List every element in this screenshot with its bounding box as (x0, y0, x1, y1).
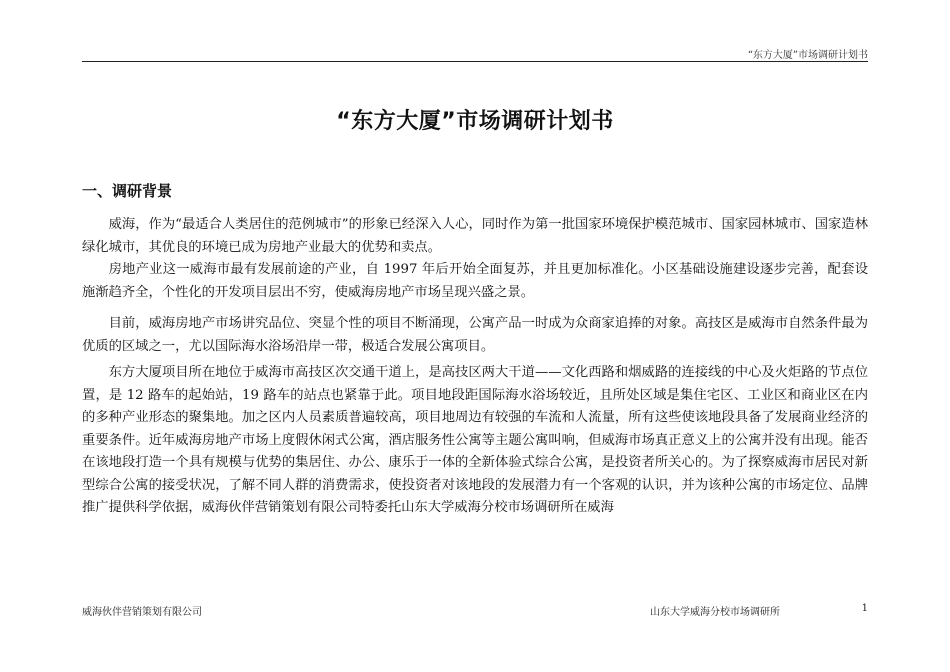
footer-institute: 山东大学威海分校市场调研所 (650, 607, 780, 618)
header-rule (82, 61, 868, 62)
page-number: 1 (861, 603, 868, 614)
document-body (82, 214, 868, 520)
running-header: “东方大厦”市场调研计划书 (747, 50, 868, 61)
footer-company: 威海伙伴营销策划有限公司 (82, 607, 202, 618)
paragraph: 房地产业这一威海市最有发展前途的产业，自 1997 年后开始全面复苏，并且更加标准化。小区基础设施建设逐步完善，配套设施渐趋齐全，个性化的开发项目层出不穷，使威海房地产市场呈现兴盛之景。 (82, 262, 868, 300)
paragraph: 威海，作为“最适合人类居住的范例城市”的形象已经深入人心，同时作为第一批国家环境保护模范城市、国家园林城市、国家造林绿化城市，其优良的环境已成为房地产业最大的优势和卖点。 (82, 217, 868, 255)
document-title: “东方大厦”市场调研计划书 (336, 109, 614, 134)
paragraph: 东方大厦项目所在地位于威海市高技区次交通干道上，是高技区两大干道——文化西路和烟威路的连接线的中心及火炬路的节点位置，是 12 路车的起始站，19 路车的站点也紧靠于此。项目地段距国际海水浴场较近，且所处区域是集住宅区、工业区和商业区在内的多种产业形态的聚集地。加之区内人员素质普遍较高，项目地周边有较强的车流和人流量，所有这些使该地段具备了发展商业经济的重要条件。近年威海房地产市场上度假休闲式公寓，酒店服务性公寓等主题公寓叫响，但威海市场真正意义上的公寓并没有出现。能否在该地段打造一个具有规模与优势的集居住、办公、康乐于一体的全新体验式综合公寓，是投资者所关心的。为了探察威海市居民对新型综合公寓的接受状况，了解不同人群的消费需求，使投资者对该地段的发展潜力有一个客观的认识，并为该种公寓的市场定位、品牌推广提供科学依据，威海伙伴营销策划有限公司特委托山东大学威海分校市场调研所在威海 (82, 365, 868, 515)
section-heading: 一、调研背景 (82, 182, 173, 200)
paragraph: 目前，威海房地产市场讲究品位、突显个性的项目不断涌现，公寓产品一时成为众商家追捧的对象。高技区是威海市自然条件最为优质的区域之一，尤以国际海水浴场沿岸一带，极适合发展公寓项目。 (82, 316, 868, 354)
